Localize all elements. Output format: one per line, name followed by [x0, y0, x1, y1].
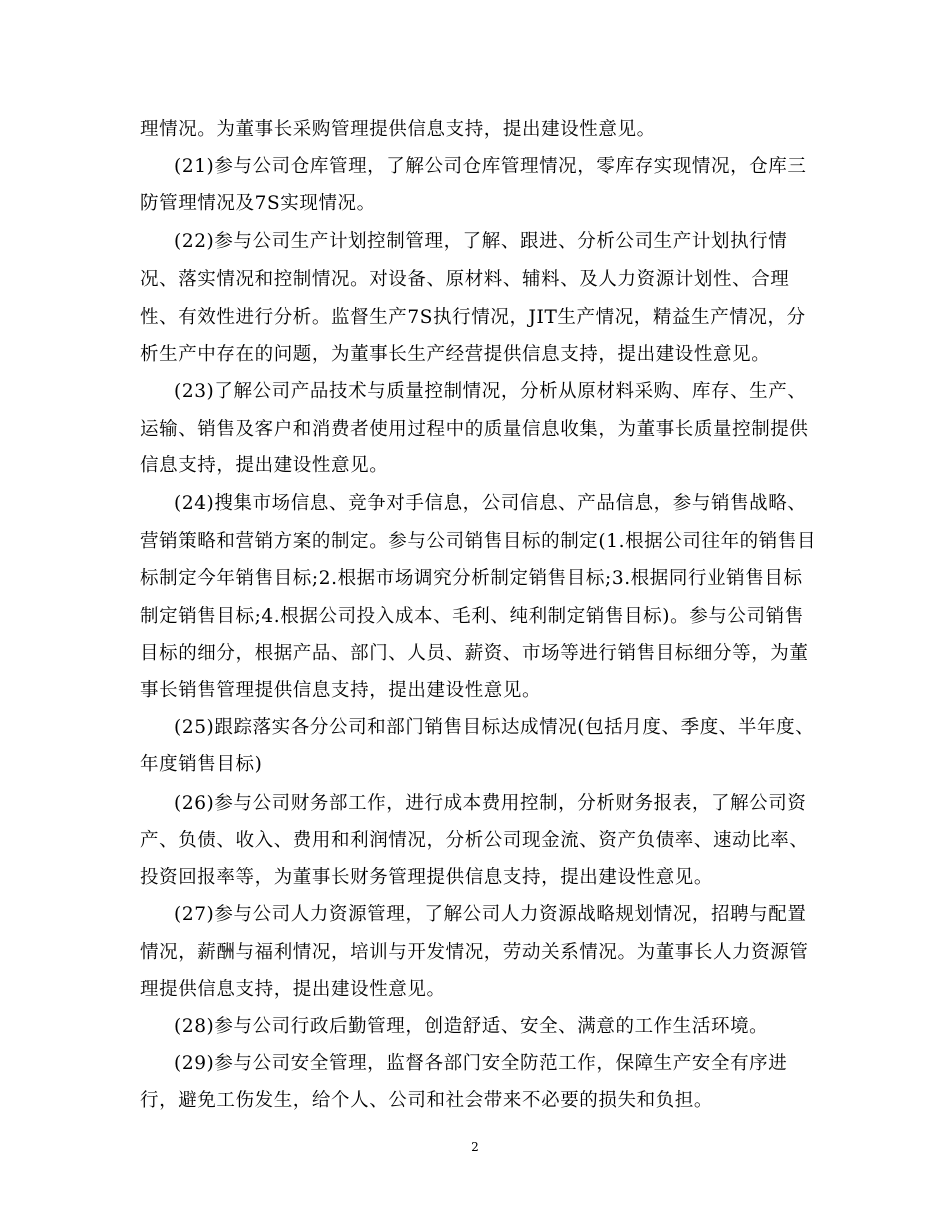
- text-line: (25)跟踪落实各分公司和部门销售目标达成情况(包括月度、季度、半年度、: [174, 717, 815, 738]
- text-line: 性、有效性进行分析。监督生产7S执行情况，JIT生产情况，精益生产情况，分: [140, 307, 806, 328]
- text-line: (27)参与公司人力资源管理，了解公司人力资源战略规划情况，招聘与配置: [174, 904, 807, 925]
- text-line: 产、负债、收入、费用和利润情况，分析公司现金流、资产负债率、速动比率、: [140, 830, 809, 851]
- text-line: (26)参与公司财务部工作，进行成本费用控制，分析财务报表，了解公司资: [174, 793, 807, 814]
- text-line: 行，避免工伤发生，给个人、公司和社会带来不必要的损失和负担。: [140, 1090, 714, 1111]
- page-number: 2: [471, 1140, 479, 1154]
- text-line: 防管理情况及7S实现情况。: [140, 193, 376, 214]
- text-line: 年度销售目标): [140, 754, 263, 775]
- text-line: 况、落实情况和控制情况。对设备、原材料、辅料、及人力资源计划性、合理: [140, 269, 790, 290]
- text-line: 理提供信息支持，提出建设性意见。: [140, 979, 446, 1000]
- text-line: (29)参与公司安全管理，监督各部门安全防范工作，保障生产安全有序进: [174, 1053, 788, 1074]
- text-line: 理情况。为董事长采购管理提供信息支持，提出建设性意见。: [140, 119, 656, 140]
- text-line: (23)了解公司产品技术与质量控制情况，分析从原材料采购、库存、生产、: [174, 381, 807, 402]
- text-line: 事长销售管理提供信息支持，提出建设性意见。: [140, 680, 542, 701]
- text-line: 投资回报率等，为董事长财务管理提供信息支持，提出建设性意见。: [140, 867, 714, 888]
- text-line: 运输、销售及客户和消费者使用过程中的质量信息收集，为董事长质量控制提供: [140, 419, 809, 440]
- text-line: 析生产中存在的问题，为董事长生产经营提供信息支持，提出建设性意见。: [140, 344, 771, 365]
- text-line: (24)搜集市场信息、竞争对手信息，公司信息、产品信息，参与销售战略、: [174, 493, 807, 514]
- text-line: (22)参与公司生产计划控制管理，了解、跟进、分析公司生产计划执行情: [174, 231, 788, 252]
- text-line: 目标的细分，根据产品、部门、人员、薪资、市场等进行销售目标细分等，为董: [140, 643, 809, 664]
- text-line: (21)参与公司仓库管理，了解公司仓库管理情况，零库存实现情况，仓库三: [174, 156, 807, 177]
- text-line: 制定销售目标;4.根据公司投入成本、毛利、纯利制定销售目标)。参与公司销售: [140, 606, 804, 627]
- text-line: 营销策略和营销方案的制定。参与公司销售目标的制定(1.根据公司往年的销售目: [140, 531, 817, 552]
- text-line: 情况，薪酬与福利情况，培训与开发情况，劳动关系情况。为董事长人力资源管: [140, 942, 809, 963]
- text-line: 标制定今年销售目标;2.根据市场调究分析制定销售目标;3.根据同行业销售目标: [140, 568, 803, 589]
- text-line: 信息支持，提出建设性意见。: [140, 455, 389, 476]
- text-line: (28)参与公司行政后勤管理，创造舒适、安全、满意的工作生活环境。: [174, 1016, 769, 1037]
